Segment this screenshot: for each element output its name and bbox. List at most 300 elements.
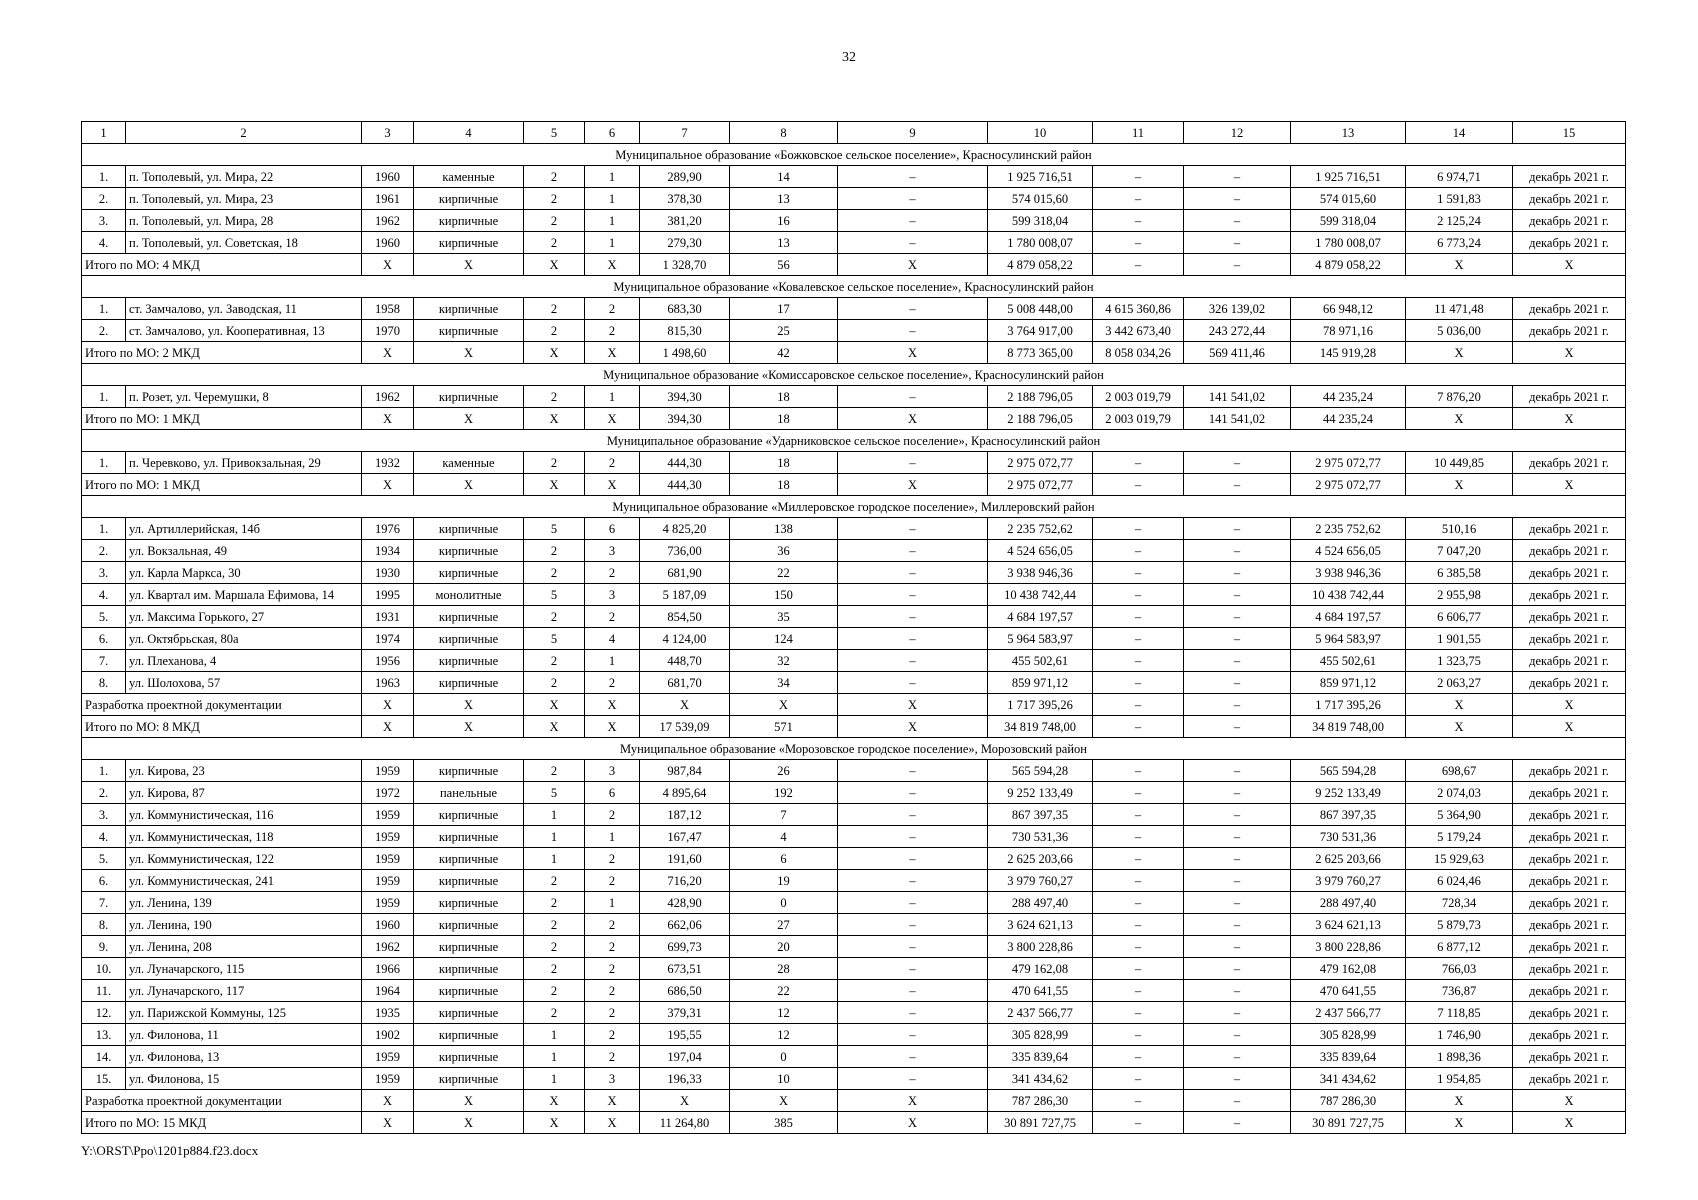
column-number: 11 <box>1093 122 1184 144</box>
table-cell: – <box>838 540 988 562</box>
table-cell: – <box>1184 540 1291 562</box>
table-cell: – <box>1184 650 1291 672</box>
table-cell: 1960 <box>362 166 414 188</box>
table-cell: кирпичные <box>414 210 524 232</box>
table-cell: 815,30 <box>640 320 730 342</box>
section-title: Муниципальное образование «Ковалевское сельское поселение», Красносулинский район <box>82 276 1626 298</box>
table-cell: 7. <box>82 650 126 672</box>
table-cell: 2 <box>524 1002 585 1024</box>
summary-cell: 141 541,02 <box>1184 408 1291 430</box>
table-row <box>82 1024 1626 1046</box>
table-cell: 1931 <box>362 606 414 628</box>
table-cell: 78 971,16 <box>1291 320 1406 342</box>
table-cell: декабрь 2021 г. <box>1513 518 1626 540</box>
summary-row <box>82 342 1626 364</box>
summary-cell: Х <box>362 694 414 716</box>
table-cell: 1 <box>585 650 640 672</box>
summary-cell: Х <box>838 474 988 496</box>
table-cell: – <box>1184 870 1291 892</box>
summary-cell: Х <box>1513 342 1626 364</box>
table-cell: – <box>838 386 988 408</box>
summary-cell: 145 919,28 <box>1291 342 1406 364</box>
table-cell: – <box>1093 628 1184 650</box>
table-cell: 3 938 946,36 <box>1291 562 1406 584</box>
table-cell: 3 764 917,00 <box>988 320 1093 342</box>
table-cell: 66 948,12 <box>1291 298 1406 320</box>
section-title-row <box>82 276 1626 298</box>
table-cell: 6. <box>82 628 126 650</box>
section-title-row <box>82 364 1626 386</box>
table-cell: каменные <box>414 166 524 188</box>
table-cell: 394,30 <box>640 386 730 408</box>
summary-cell: 44 235,24 <box>1291 408 1406 430</box>
table-cell: – <box>838 804 988 826</box>
column-number: 8 <box>730 122 838 144</box>
summary-row <box>82 1090 1626 1112</box>
table-row <box>82 1068 1626 1090</box>
summary-cell: 1 498,60 <box>640 342 730 364</box>
table-cell: – <box>1184 958 1291 980</box>
summary-row <box>82 1112 1626 1134</box>
table-cell: – <box>1184 562 1291 584</box>
summary-label: Итого по МО: 2 МКД <box>82 342 362 364</box>
table-cell: 9 252 133,49 <box>988 782 1093 804</box>
table-cell: декабрь 2021 г. <box>1513 562 1626 584</box>
table-cell: 289,90 <box>640 166 730 188</box>
table-cell: декабрь 2021 г. <box>1513 166 1626 188</box>
table-cell: 2 <box>524 210 585 232</box>
table-cell: кирпичные <box>414 1068 524 1090</box>
table-cell: 12 <box>730 1002 838 1024</box>
table-cell: – <box>838 1046 988 1068</box>
summary-cell: Х <box>585 694 640 716</box>
table-cell: 1961 <box>362 188 414 210</box>
summary-label: Итого по МО: 15 МКД <box>82 1112 362 1134</box>
table-cell: 1962 <box>362 936 414 958</box>
table-cell: 2 063,27 <box>1406 672 1513 694</box>
column-number: 1 <box>82 122 126 144</box>
table-cell: ул. Артиллерийская, 14б <box>126 518 362 540</box>
table-cell: – <box>838 936 988 958</box>
table-cell: декабрь 2021 г. <box>1513 760 1626 782</box>
table-cell: ул. Филонова, 11 <box>126 1024 362 1046</box>
table-cell: 1960 <box>362 232 414 254</box>
table-cell: 288 497,40 <box>1291 892 1406 914</box>
summary-cell: 11 264,80 <box>640 1112 730 1134</box>
summary-cell: Х <box>1406 342 1513 364</box>
table-cell: 2 <box>585 980 640 1002</box>
summary-cell: 1 328,70 <box>640 254 730 276</box>
table-cell: 1 <box>524 804 585 826</box>
section-title-row <box>82 144 1626 166</box>
table-cell: 5 179,24 <box>1406 826 1513 848</box>
table-cell: 6 024,46 <box>1406 870 1513 892</box>
table-cell: 2 <box>524 936 585 958</box>
table-row <box>82 980 1626 1002</box>
table-cell: п. Тополевый, ул. Мира, 22 <box>126 166 362 188</box>
table-cell: 22 <box>730 562 838 584</box>
table-cell: кирпичные <box>414 1002 524 1024</box>
table-cell: декабрь 2021 г. <box>1513 584 1626 606</box>
table-cell: кирпичные <box>414 562 524 584</box>
table-cell: ул. Коммунистическая, 122 <box>126 848 362 870</box>
table-row <box>82 914 1626 936</box>
table-row <box>82 650 1626 672</box>
table-cell: 730 531,36 <box>1291 826 1406 848</box>
table-cell: 10 449,85 <box>1406 452 1513 474</box>
table-cell: 1970 <box>362 320 414 342</box>
table-cell: 565 594,28 <box>988 760 1093 782</box>
summary-cell: 34 819 748,00 <box>988 716 1093 738</box>
table-cell: 4 684 197,57 <box>1291 606 1406 628</box>
summary-cell: 8 773 365,00 <box>988 342 1093 364</box>
summary-cell: 394,30 <box>640 408 730 430</box>
table-cell: п. Розет, ул. Черемушки, 8 <box>126 386 362 408</box>
table-cell: ул. Максима Горького, 27 <box>126 606 362 628</box>
summary-cell: 34 819 748,00 <box>1291 716 1406 738</box>
table-cell: – <box>838 232 988 254</box>
table-cell: 13 <box>730 232 838 254</box>
table-row <box>82 540 1626 562</box>
table-cell: – <box>838 166 988 188</box>
table-cell: 5 <box>524 518 585 540</box>
summary-cell: Х <box>1406 474 1513 496</box>
table-cell: 1. <box>82 298 126 320</box>
section-title-row <box>82 430 1626 452</box>
table-cell: 2 <box>524 166 585 188</box>
table-cell: 2 625 203,66 <box>988 848 1093 870</box>
table-cell: 5 187,09 <box>640 584 730 606</box>
table-cell: ул. Луначарского, 115 <box>126 958 362 980</box>
table-cell: 7. <box>82 892 126 914</box>
table-cell: 1 <box>524 848 585 870</box>
table-cell: 8. <box>82 914 126 936</box>
table-cell: – <box>1184 232 1291 254</box>
table-cell: – <box>1184 188 1291 210</box>
summary-cell: 787 286,30 <box>988 1090 1093 1112</box>
table-cell: 19 <box>730 870 838 892</box>
summary-label: Итого по МО: 4 МКД <box>82 254 362 276</box>
table-row <box>82 672 1626 694</box>
table-cell: 2 975 072,77 <box>988 452 1093 474</box>
column-number: 10 <box>988 122 1093 144</box>
table-cell: ул. Филонова, 15 <box>126 1068 362 1090</box>
table-cell: 279,30 <box>640 232 730 254</box>
table-cell: 1959 <box>362 1068 414 1090</box>
summary-row <box>82 716 1626 738</box>
table-cell: 428,90 <box>640 892 730 914</box>
summary-cell: 444,30 <box>640 474 730 496</box>
table-row <box>82 562 1626 584</box>
summary-cell: Х <box>838 1112 988 1134</box>
table-cell: 2 <box>524 672 585 694</box>
table-cell: 736,87 <box>1406 980 1513 1002</box>
table-cell: 3 800 228,86 <box>1291 936 1406 958</box>
table-cell: 2 <box>524 298 585 320</box>
table-cell: 35 <box>730 606 838 628</box>
table-cell: 3 <box>585 760 640 782</box>
table-cell: кирпичные <box>414 628 524 650</box>
table-cell: 681,90 <box>640 562 730 584</box>
section-title: Муниципальное образование «Божковское сельское поселение», Красносулинский район <box>82 144 1626 166</box>
summary-cell: Х <box>1513 1090 1626 1112</box>
table-cell: 10 <box>730 1068 838 1090</box>
table-cell: ст. Замчалово, ул. Кооперативная, 13 <box>126 320 362 342</box>
table-cell: – <box>1093 232 1184 254</box>
table-cell: – <box>1184 1024 1291 1046</box>
table-cell: 2 003 019,79 <box>1093 386 1184 408</box>
summary-row <box>82 254 1626 276</box>
table-cell: 6 <box>585 518 640 540</box>
table-cell: 4. <box>82 584 126 606</box>
table-cell: 766,03 <box>1406 958 1513 980</box>
table-cell: 5 036,00 <box>1406 320 1513 342</box>
section-title: Муниципальное образование «Морозовское городское поселение», Морозовский район <box>82 738 1626 760</box>
table-cell: 1 925 716,51 <box>1291 166 1406 188</box>
summary-cell: 1 717 395,26 <box>1291 694 1406 716</box>
table-cell: 6 385,58 <box>1406 562 1513 584</box>
table-cell: – <box>1184 452 1291 474</box>
table-row <box>82 584 1626 606</box>
table-cell: – <box>1093 188 1184 210</box>
table-cell: – <box>1093 848 1184 870</box>
table-cell: 2 188 796,05 <box>988 386 1093 408</box>
table-cell: 2 <box>524 188 585 210</box>
table-cell: 565 594,28 <box>1291 760 1406 782</box>
table-cell: 2. <box>82 320 126 342</box>
column-number: 7 <box>640 122 730 144</box>
summary-cell: Х <box>585 342 640 364</box>
table-cell: декабрь 2021 г. <box>1513 628 1626 650</box>
table-cell: 1 <box>585 210 640 232</box>
summary-cell: Х <box>362 474 414 496</box>
summary-cell: – <box>1093 474 1184 496</box>
table-cell: – <box>1093 936 1184 958</box>
summary-cell: Х <box>362 716 414 738</box>
table-cell: 2 <box>524 870 585 892</box>
table-cell: 17 <box>730 298 838 320</box>
table-cell: ул. Карла Маркса, 30 <box>126 562 362 584</box>
table-cell: 2 437 566,77 <box>988 1002 1093 1024</box>
table-cell: – <box>1184 518 1291 540</box>
summary-label: Итого по МО: 1 МКД <box>82 408 362 430</box>
table-cell: ул. Коммунистическая, 118 <box>126 826 362 848</box>
table-cell: 4 524 656,05 <box>1291 540 1406 562</box>
table-cell: ул. Коммунистическая, 241 <box>126 870 362 892</box>
table-cell: ул. Ленина, 190 <box>126 914 362 936</box>
table-cell: 22 <box>730 980 838 1002</box>
table-cell: 2 <box>585 320 640 342</box>
table-cell: п. Черевково, ул. Привокзальная, 29 <box>126 452 362 474</box>
table-cell: панельные <box>414 782 524 804</box>
table-cell: 3 624 621,13 <box>988 914 1093 936</box>
table-cell: 141 541,02 <box>1184 386 1291 408</box>
table-cell: 599 318,04 <box>1291 210 1406 232</box>
table-cell: 335 839,64 <box>1291 1046 1406 1068</box>
table-cell: – <box>1184 1046 1291 1068</box>
table-row <box>82 606 1626 628</box>
table-cell: 18 <box>730 452 838 474</box>
summary-cell: Х <box>524 342 585 364</box>
table-cell: – <box>1184 826 1291 848</box>
table-cell: 1. <box>82 452 126 474</box>
table-cell: 25 <box>730 320 838 342</box>
table-cell: – <box>838 452 988 474</box>
table-cell: декабрь 2021 г. <box>1513 782 1626 804</box>
table-cell: кирпичные <box>414 892 524 914</box>
table-cell: 8. <box>82 672 126 694</box>
table-cell: 378,30 <box>640 188 730 210</box>
table-cell: 2 <box>585 870 640 892</box>
table-cell: 1974 <box>362 628 414 650</box>
summary-cell: – <box>1184 474 1291 496</box>
table-cell: 479 162,08 <box>1291 958 1406 980</box>
summary-cell: 2 003 019,79 <box>1093 408 1184 430</box>
table-cell: – <box>1093 958 1184 980</box>
table-cell: 2 <box>585 958 640 980</box>
table-cell: 243 272,44 <box>1184 320 1291 342</box>
summary-cell: – <box>1093 694 1184 716</box>
table-cell: – <box>1093 210 1184 232</box>
table-cell: – <box>1184 848 1291 870</box>
table-row <box>82 782 1626 804</box>
table-cell: – <box>838 1024 988 1046</box>
table-row <box>82 320 1626 342</box>
table-cell: 2 <box>524 320 585 342</box>
summary-cell: Х <box>414 1090 524 1112</box>
summary-cell: Х <box>524 1112 585 1134</box>
table-cell: ул. Вокзальная, 49 <box>126 540 362 562</box>
table-cell: – <box>1093 672 1184 694</box>
table-cell: – <box>1184 166 1291 188</box>
table-cell: кирпичные <box>414 298 524 320</box>
summary-cell: Х <box>838 254 988 276</box>
table-cell: 1959 <box>362 892 414 914</box>
summary-cell: Х <box>1406 716 1513 738</box>
table-cell: 5 364,90 <box>1406 804 1513 826</box>
table-cell: 7 118,85 <box>1406 1002 1513 1024</box>
table-cell: каменные <box>414 452 524 474</box>
table-cell: кирпичные <box>414 320 524 342</box>
table-cell: – <box>838 210 988 232</box>
summary-cell: Х <box>838 408 988 430</box>
table-cell: 574 015,60 <box>1291 188 1406 210</box>
column-number: 4 <box>414 122 524 144</box>
summary-cell: 30 891 727,75 <box>988 1112 1093 1134</box>
table-row <box>82 826 1626 848</box>
summary-cell: 30 891 727,75 <box>1291 1112 1406 1134</box>
table-cell: декабрь 2021 г. <box>1513 980 1626 1002</box>
table-cell: декабрь 2021 г. <box>1513 1068 1626 1090</box>
table-cell: – <box>1093 1068 1184 1090</box>
table-cell: 2 <box>585 914 640 936</box>
table-row <box>82 386 1626 408</box>
column-number-row <box>82 122 1626 144</box>
table-cell: 335 839,64 <box>988 1046 1093 1068</box>
table-cell: 7 <box>730 804 838 826</box>
table-cell: кирпичные <box>414 650 524 672</box>
table-cell: 1956 <box>362 650 414 672</box>
table-cell: 1902 <box>362 1024 414 1046</box>
summary-cell: Х <box>1513 694 1626 716</box>
summary-cell: Х <box>838 716 988 738</box>
table-row <box>82 298 1626 320</box>
table-cell: – <box>1093 1024 1184 1046</box>
summary-cell: Х <box>1406 1112 1513 1134</box>
table-cell: – <box>1184 892 1291 914</box>
file-path: Y:\ORST\Ppo\1201p884.f23.docx <box>81 1143 259 1158</box>
table-cell: декабрь 2021 г. <box>1513 606 1626 628</box>
table-cell: 2 <box>524 606 585 628</box>
table-cell: 5 964 583,97 <box>1291 628 1406 650</box>
table-cell: 32 <box>730 650 838 672</box>
table-cell: – <box>1093 892 1184 914</box>
table-cell: ул. Ленина, 139 <box>126 892 362 914</box>
table-cell: 5 964 583,97 <box>988 628 1093 650</box>
table-cell: – <box>838 892 988 914</box>
table-cell: кирпичные <box>414 606 524 628</box>
table-cell: 854,50 <box>640 606 730 628</box>
table-cell: 192 <box>730 782 838 804</box>
summary-row <box>82 694 1626 716</box>
table-cell: – <box>1093 1002 1184 1024</box>
table-cell: ул. Плеханова, 4 <box>126 650 362 672</box>
table-row <box>82 1046 1626 1068</box>
table-cell: – <box>838 628 988 650</box>
table-cell: – <box>1184 914 1291 936</box>
summary-cell: – <box>1184 716 1291 738</box>
table-cell: 4 <box>585 628 640 650</box>
table-cell: декабрь 2021 г. <box>1513 232 1626 254</box>
table-cell: 6 974,71 <box>1406 166 1513 188</box>
table-cell: 2 <box>524 650 585 672</box>
summary-row <box>82 474 1626 496</box>
section-title: Муниципальное образование «Комиссаровское сельское поселение», Красносулинский район <box>82 364 1626 386</box>
summary-cell: Х <box>838 694 988 716</box>
table-cell: 2 <box>524 980 585 1002</box>
table-body <box>82 122 1626 1134</box>
table-cell: – <box>1184 210 1291 232</box>
table-cell: 167,47 <box>640 826 730 848</box>
summary-cell: Х <box>1513 254 1626 276</box>
table-cell: 4 524 656,05 <box>988 540 1093 562</box>
table-cell: 3. <box>82 804 126 826</box>
summary-cell: Х <box>414 254 524 276</box>
table-cell: 14. <box>82 1046 126 1068</box>
table-cell: 4. <box>82 826 126 848</box>
table-cell: 4 684 197,57 <box>988 606 1093 628</box>
table-row <box>82 870 1626 892</box>
table-cell: 1 591,83 <box>1406 188 1513 210</box>
summary-cell: – <box>1184 1090 1291 1112</box>
table-cell: 867 397,35 <box>988 804 1093 826</box>
table-cell: декабрь 2021 г. <box>1513 958 1626 980</box>
table-cell: 15 929,63 <box>1406 848 1513 870</box>
table-cell: 1. <box>82 760 126 782</box>
table-cell: 574 015,60 <box>988 188 1093 210</box>
summary-cell: Х <box>1513 716 1626 738</box>
table-cell: 11 471,48 <box>1406 298 1513 320</box>
section-title: Муниципальное образование «Миллеровское городское поселение», Миллеровский район <box>82 496 1626 518</box>
column-number: 13 <box>1291 122 1406 144</box>
table-cell: 305 828,99 <box>1291 1024 1406 1046</box>
summary-cell: 18 <box>730 408 838 430</box>
table-cell: 2 <box>524 892 585 914</box>
table-cell: – <box>838 298 988 320</box>
table-cell: 0 <box>730 892 838 914</box>
table-cell: 2. <box>82 782 126 804</box>
table-cell: монолитные <box>414 584 524 606</box>
